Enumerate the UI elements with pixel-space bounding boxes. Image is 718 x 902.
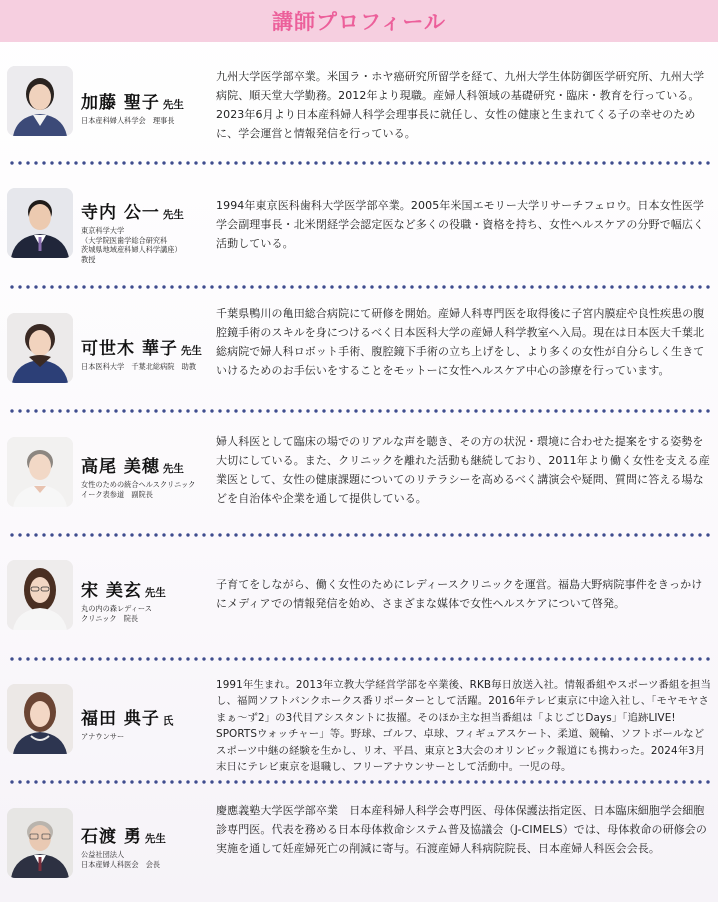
dotted-divider	[8, 780, 710, 784]
portrait-photo	[7, 313, 73, 383]
dotted-divider	[8, 161, 710, 165]
speaker-honorific: 先生	[144, 587, 166, 599]
name-block	[81, 88, 216, 126]
name-block	[81, 704, 216, 742]
portrait-photo	[7, 560, 73, 630]
speaker-bio: 慶應義塾大学医学部卒業 日本産科婦人科学会専門医、母体保護法指定医、日本臨床細胞学会細胞診専門医。代表を務める日本母体救命システム普及協議会（J-CIMELS）では、母体救命の研修会の実施を通して妊産婦死亡の削減に寄与。石渡産婦人科病院院長、日本産婦人科医会会長。	[216, 804, 707, 855]
speaker-bio: 子育てをしながら、働く女性のためにレディースクリニックを運営。福島大野病院事件をきっかけにメディアでの情報発信を始め、さまざまな媒体で女性ヘルスケアについて啓発。	[216, 578, 703, 610]
portrait-photo	[7, 437, 73, 507]
speaker-affiliation: アナウンサー	[81, 732, 125, 741]
portrait-photo	[7, 188, 73, 258]
speaker-affiliation: 丸の内の森レディース クリニック 院長	[81, 604, 152, 623]
speaker-affiliation: 公益社団法人 日本産婦人科医会 会長	[81, 850, 161, 869]
name-block	[81, 576, 216, 623]
speaker-bio: 1991年生まれ。2013年立教大学経営学部を卒業後、RKB毎日放送入社。情報番組やスポーツ番組を担当し、福岡ソフトバンクホークス番リポーターとして活躍。2016年テレビ東京に中途入社し、「モヤモヤさまぁ～ず2」の3代目アシスタントに抜擢。そのほか主な担当番組は「よじごじDays」「追跡LIVE! SPORTSウォッチャー」等。野球、ゴルフ、卓球、フィギュアスケート、柔道、競輪、ソフトボールなどスポーツ中継の経験を生かし、リオ、平昌、東京と3大会のオリンピック報道にも携わった。2024年3月末日にテレビ東京を退職し、フリーアナウンサーとして活動中。一児の母。	[216, 679, 711, 774]
dotted-divider	[8, 285, 710, 289]
name-block	[81, 822, 216, 869]
dotted-divider	[8, 409, 710, 413]
speaker-name: 福田 典子	[81, 709, 160, 729]
speaker-affiliation: 女性のための統合ヘルスクリニック イーク表参道 副院長	[81, 480, 196, 499]
speaker-honorific: 先生	[162, 463, 184, 475]
name-block	[81, 198, 216, 264]
speaker-affiliation: 日本医科大学 千葉北総病院 助教	[81, 362, 197, 371]
speaker-name: 石渡 勇	[81, 827, 142, 847]
speaker-name: 寺内 公一	[81, 203, 160, 223]
speaker-name: 宋 美玄	[81, 581, 142, 601]
speaker-honorific: 先生	[162, 209, 184, 221]
speaker-bio: 千葉県鴨川の亀田総合病院にて研修を開始。産婦人科専門医を取得後に子宮内膜症や良性疾患の腹腔鏡手術のスキルを身につけるべく日本医科大学の産婦人科学教室へ入局。現在は日本医大千葉北総病院で婦人科ロボット手術、腹腔鏡下手術の立ち上げをし、より多くの女性が自分らしく生きていけるためのお手伝いをすることをモットーに女性ヘルスケア中心の診療を行っています。	[216, 307, 705, 377]
portrait-photo	[7, 684, 73, 754]
speaker-bio: 九州大学医学部卒業。米国ラ・ホヤ癌研究所留学を経て、九州大学生体防御医学研究所、九州大学病院、順天堂大学勤務。2012年より現職。産婦人科領域の基礎研究・臨床・教育を行っている。2023年6月より日本産科婦人科学会理事長に就任し、女性の健康と生まれてくる子の幸せのために、学会運営と情報発信を行っている。	[216, 70, 705, 140]
portrait-photo	[7, 808, 73, 878]
page-header	[0, 0, 718, 42]
dotted-divider	[8, 533, 710, 537]
speaker-name: 高尾 美穂	[81, 457, 160, 477]
speaker-honorific: 先生	[144, 833, 166, 845]
speaker-affiliation: 東京科学大学 （大学院医歯学総合研究科 茨城県地域産科婦人科学講座） 教授	[81, 226, 182, 264]
speaker-honorific: 先生	[180, 345, 202, 357]
speaker-honorific: 氏	[162, 715, 174, 727]
speaker-honorific: 先生	[162, 99, 184, 111]
page-title: 講師プロフィール	[272, 10, 446, 34]
speaker-affiliation: 日本産科婦人科学会 理事長	[81, 116, 175, 125]
name-block	[81, 334, 216, 372]
portrait-photo	[7, 66, 73, 136]
speaker-bio: 1994年東京医科歯科大学医学部卒業。2005年米国エモリー大学リサーチフェロウ。日本女性医学学会副理事長・北米閉経学会認定医など多くの役職・資格を持ち、女性ヘルスケアの分野で幅広く活動している。	[216, 199, 705, 250]
speaker-bio: 婦人科医として臨床の場でのリアルな声を聴き、その方の状況・環境に合わせた提案をする姿勢を大切にしている。また、クリニックを離れた活動も継続しており、2011年より働く女性を支える産業医として、女性の健康課題についてのリテラシーを高めるべく講演会や疑問、質問に答える場などを自治体や企業を通して提供している。	[216, 435, 710, 505]
dotted-divider	[8, 657, 710, 661]
speaker-name: 可世木 華子	[81, 339, 178, 359]
speaker-name: 加藤 聖子	[81, 93, 160, 113]
name-block	[81, 452, 216, 499]
